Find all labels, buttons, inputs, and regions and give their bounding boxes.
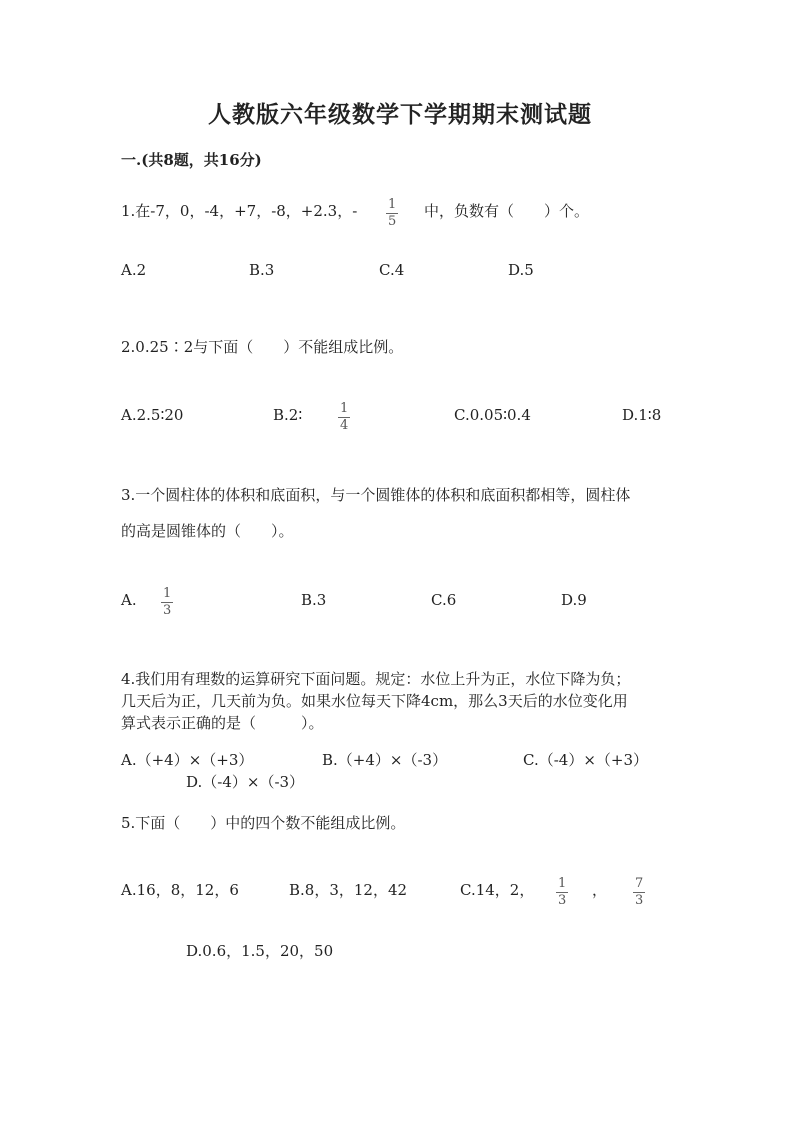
fraction-denominator: 3 [163, 603, 172, 618]
question-3-stem-line-2: 的高是圆锥体的（ ）。 [121, 522, 294, 540]
fraction-numerator: 7 [635, 876, 644, 891]
question-1-option-c[interactable]: C.4 [379, 261, 405, 279]
question-5-option-c-separator: ， [592, 881, 608, 899]
question-4-option-b[interactable]: B.（+4）×（-3） [322, 751, 448, 769]
question-3-option-a-fraction [161, 587, 173, 618]
fraction-numerator: 1 [340, 401, 349, 416]
fraction-denominator: 5 [388, 214, 397, 229]
question-1-option-a[interactable]: A.2 [121, 261, 147, 279]
section-heading: 一.(共8题，共16分) [121, 151, 262, 169]
fraction-denominator: 3 [635, 893, 644, 908]
question-3-stem-line-1: 3.一个圆柱体的体积和底面积，与一个圆锥体的体积和底面积都相等，圆柱体 [121, 486, 631, 504]
question-5-option-c[interactable]: C.14，2， [460, 881, 535, 899]
page-title: 人教版六年级数学下学期期末测试题 [208, 101, 592, 128]
question-5-option-c-fraction-1 [556, 877, 568, 908]
question-5-option-d[interactable]: D.0.6，1.5，20，50 [186, 942, 334, 960]
question-2-option-c[interactable]: C.0.05∶0.4 [454, 406, 531, 424]
question-1-fraction [386, 198, 398, 229]
question-5-option-a[interactable]: A.16，8，12，6 [121, 881, 239, 899]
question-2-option-b-fraction [338, 402, 350, 433]
question-2-stem: 2.0.25∶2与下面（ ）不能组成比例。 [121, 338, 404, 356]
fraction-numerator: 1 [558, 876, 567, 891]
question-4-option-c[interactable]: C.（-4）×（+3） [523, 751, 649, 769]
question-3-option-d[interactable]: D.9 [561, 591, 587, 609]
question-4-option-a[interactable]: A.（+4）×（+3） [121, 751, 254, 769]
question-4-option-d[interactable]: D.（-4）×（-3） [186, 773, 305, 791]
question-4-stem-line-3: 算式表示正确的是（ ）。 [121, 714, 324, 732]
question-5-option-b[interactable]: B.8，3，12，42 [289, 881, 408, 899]
question-5-stem: 5.下面（ ）中的四个数不能组成比例。 [121, 814, 406, 832]
fraction-numerator: 1 [388, 197, 397, 212]
question-5-option-c-fraction-2 [633, 877, 645, 908]
question-3-option-c[interactable]: C.6 [431, 591, 457, 609]
question-3-option-a[interactable]: A. [121, 591, 137, 609]
question-1-stem-after: 中，负数有（ ）个。 [424, 202, 590, 220]
question-4-stem-line-1: 4.我们用有理数的运算研究下面问题。规定：水位上升为正，水位下降为负； [121, 670, 631, 688]
question-3-option-b[interactable]: B.3 [301, 591, 327, 609]
fraction-numerator: 1 [163, 586, 172, 601]
question-4-stem-line-2: 几天后为正，几天前为负。如果水位每天下降4cm，那么3天后的水位变化用 [121, 692, 628, 710]
question-1-option-b[interactable]: B.3 [249, 261, 275, 279]
question-2-option-a[interactable]: A.2.5∶20 [121, 406, 184, 424]
question-2-option-d[interactable]: D.1∶8 [622, 406, 662, 424]
question-2-option-b[interactable]: B.2∶ [273, 406, 303, 424]
question-1-stem-before: 1.在-7，0，-4，+7，-8，+2.3，- [121, 202, 358, 220]
question-1-option-d[interactable]: D.5 [508, 261, 534, 279]
fraction-denominator: 4 [340, 418, 349, 433]
fraction-denominator: 3 [558, 893, 567, 908]
